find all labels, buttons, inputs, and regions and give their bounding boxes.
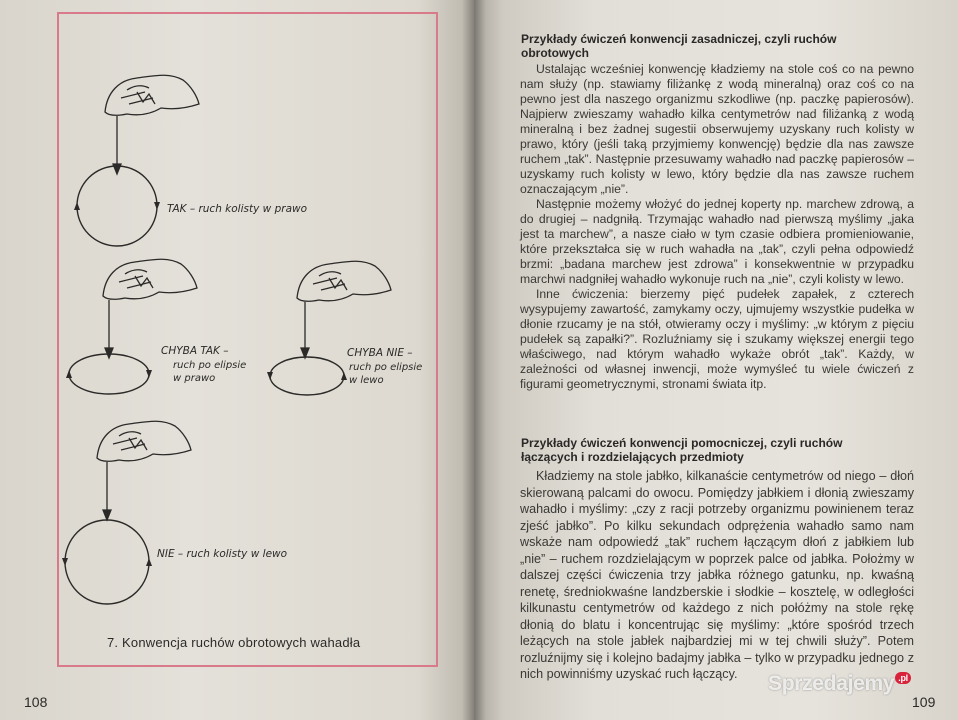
chyba-nie-label-2: ruch po elipsie: [349, 362, 423, 373]
chyba-tak-label-3: w prawo: [173, 373, 216, 384]
section-1-paragraph-3: Inne ćwiczenia: bierzemy pięć pudełek zapałek, z czterech wysypujemy zawartość, zamykamy oczy, ujmujemy wszystkie pudełka w dłonie rzucamy je na stół, otwieramy oczy i myślimy: „w którym z pięciu pudełek są zapałki?”. Rozluźniamy się i szukamy większej energii tego właściwego, nad którym wahadło wykaże obrót „tak”. Każdy, w zależności od własnej inwencji, może wymyśleć tu wiele ćwiczeń z figurami geometrycznymi, stronami świata itp.: [520, 287, 914, 391]
section-2-body: [520, 468, 914, 683]
nie-circle: [65, 520, 149, 604]
tak-circle: [77, 166, 157, 246]
chyba-tak-ellipse: [69, 354, 149, 394]
pendulum-figure: [57, 12, 438, 667]
hand-tak-illustration: [105, 75, 199, 174]
section-1-paragraph-1: Ustalając wcześniej konwencję kładziemy na stole coś co na pewno nam służy (np. stawiamy filiżankę z wodą mineralną) oraz coś co na pewno jest dla naszego organizmu szkodliwe (np. paczkę papierosów). Najpierw zwieszamy wahadło kilka centymetrów nad filiżanką z wodą mineralną i bez żadnej sugestii obserwujemy uzyskany ruch kolisty w prawo, który (jeśli taką przyjmiemy konwencję) będzie dla nas zawsze ruchem „tak”. Następnie przesuwamy wahadło nad paczkę papierosów – uzyskamy ruch kolisty w lewo, który będzie dla nas zawsze ruchem oznaczającym „nie”.: [520, 62, 914, 196]
section-1-paragraph-2: Następnie możemy włożyć do jednej koperty np. marchew zdrową, a do drugiej – nadgniłą. Trzymając wahadło nad pierwszą myślimy „jaka jest ta marchew”, a nasze ciało w tym czasie odbiera promieniowanie, które przekształca się w ruch wahadła na „tak”, czyli pełna odpowiedź brzmi: „badana marchew jest zdrowa” i konsekwentnie w przypadku marchwi nadgniłej wahadło wykonuje ruch na „nie”, czyli kolisty w lewo.: [520, 197, 914, 286]
section-2-paragraph-1: Kładziemy na stole jabłko, kilkanaście centymetrów od niego – dłoń skierowaną palcami do owocu. Pomiędzy jabłkiem i dłonią zwieszamy wahadło i myślimy: „czy z racji potrzeby organizmu powinienem teraz zjeść jabłko”. Po kilku sekundach odprężenia wahadło samo nam wskaże nam odpowiedź „tak” ruchem łączącym dłoń z jabłkiem lub „nie” – ruchem rozdzielającym w poprzek palce od jabłka. Położmy w dalszej części ćwiczenia trzy jabłka różnego gatunku, np. kwaśną renetę, średniokwaśne landzberskie i słodkie – kosztelę, w odległości kilkunastu centymetrów od każdego z nich połóżmy na stole rękę dłonią do blatu i koncentrując się myślimy: „które spośród trzech leżących na stole jabłek najbardziej mi w tej chwili służy”. Potem rozluźnijmy się i kolejno badajmy jabłka – tylko w przypadku jednego z nich powinniśmy uzyskać ruch łączący.: [520, 469, 914, 681]
tak-label: TAK – ruch kolisty w prawo: [167, 203, 308, 215]
hand-chyba-nie-illustration: [297, 261, 391, 358]
hand-chyba-tak-illustration: [103, 259, 197, 358]
hand-nie-illustration: [97, 421, 191, 520]
watermark-text: Sprzedajemy: [768, 672, 895, 695]
section-1-body: [520, 62, 914, 392]
chyba-nie-label-1: CHYBA NIE –: [347, 347, 413, 359]
chyba-tak-label-1: CHYBA TAK –: [161, 345, 229, 357]
chyba-nie-ellipse: [270, 357, 344, 395]
book-gutter: [462, 0, 486, 720]
section-title-1: Przykłady ćwiczeń konwencji zasadniczej, czyli ruchów obrotowych: [521, 32, 837, 60]
chyba-nie-label-3: w lewo: [349, 375, 384, 386]
section-title-2: Przykłady ćwiczeń konwencji pomocniczej, czyli ruchów łączących i rozdzielających przedmioty: [521, 436, 843, 464]
page-number-right: 109: [912, 694, 936, 710]
page-number-left: 108: [24, 694, 48, 710]
watermark-badge: .pl: [895, 672, 911, 684]
chyba-tak-label-2: ruch po elipsie: [173, 360, 247, 371]
watermark-logo: [768, 672, 911, 696]
figure-caption: 7. Konwencja ruchów obrotowych wahadła: [107, 635, 361, 650]
nie-label: NIE – ruch kolisty w lewo: [157, 548, 288, 560]
